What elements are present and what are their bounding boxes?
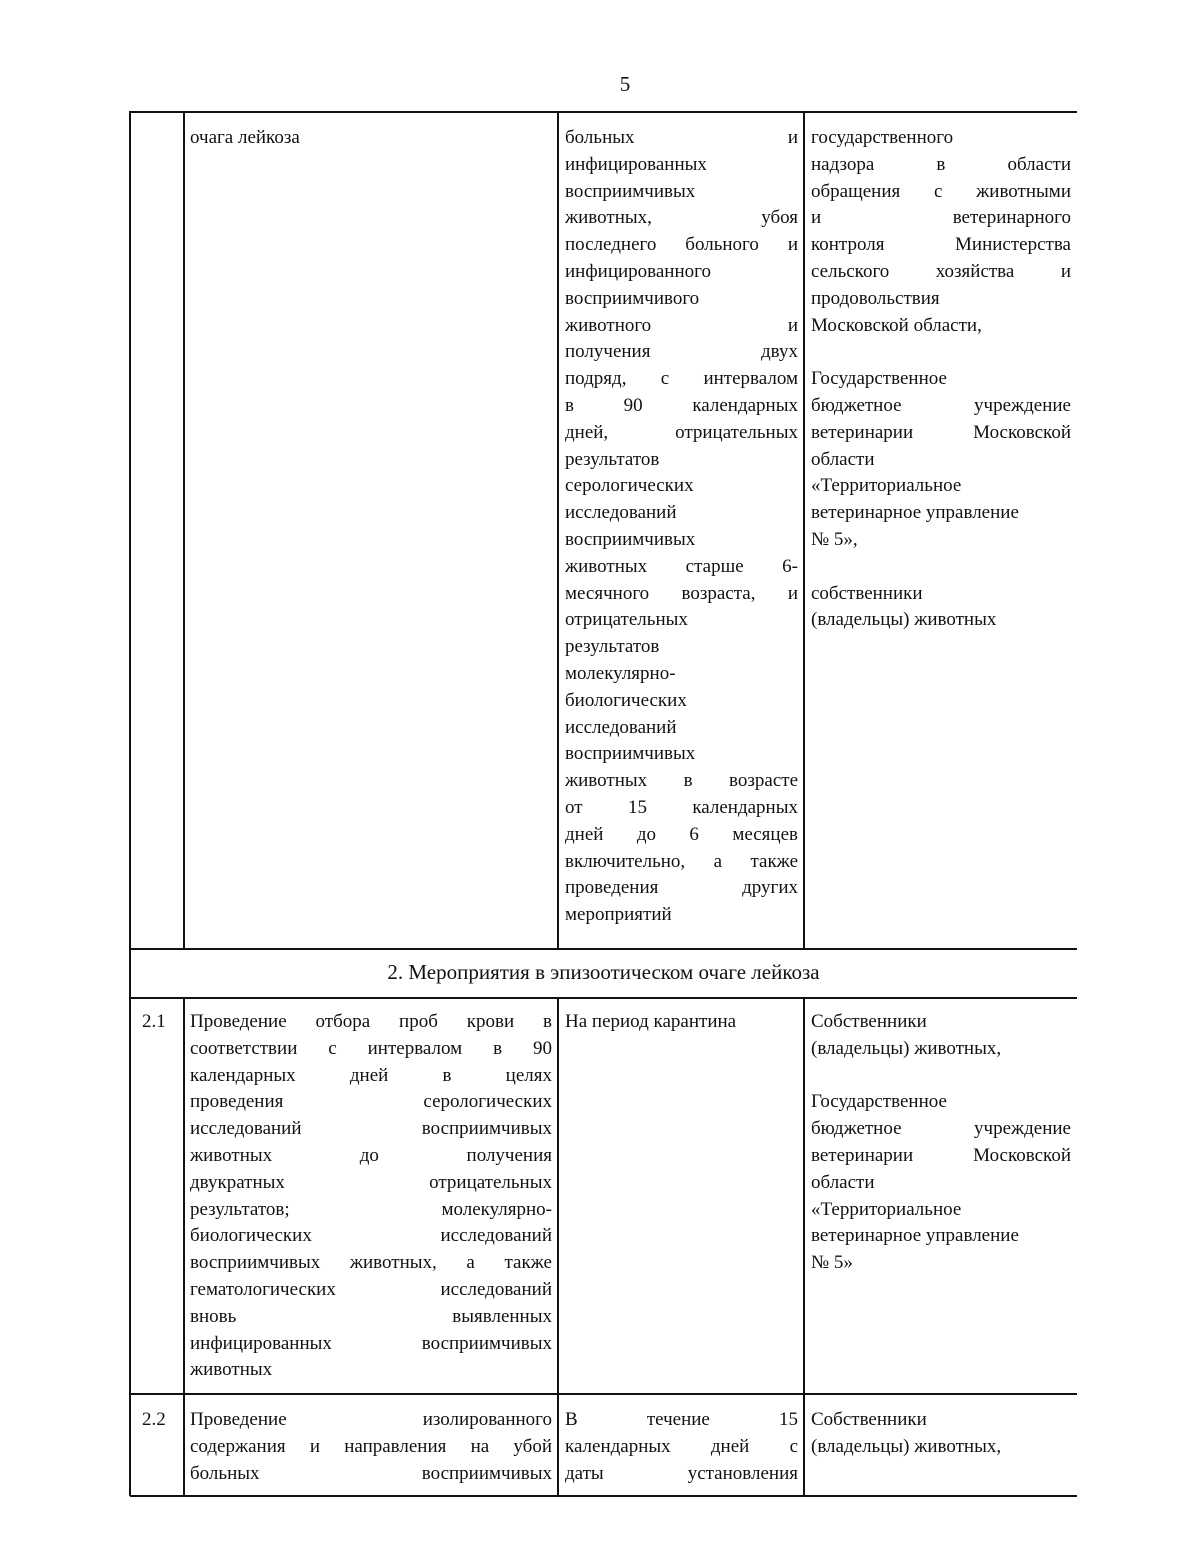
row-2-1-term <box>565 1009 798 1036</box>
text-line: календарных дней с <box>565 1435 798 1457</box>
text-line: Проведение изолированного <box>190 1409 552 1430</box>
text-line: календарных дней в целях <box>190 1064 552 1086</box>
text-line: очага лейкоза <box>190 127 300 148</box>
text-line: результатов; молекулярно- <box>190 1198 552 1220</box>
table-rule <box>130 111 1077 113</box>
text-line: обращения с животными <box>811 180 1071 202</box>
text-line: исследований восприимчивых <box>190 1118 552 1140</box>
text-line: больных восприимчивых <box>190 1462 552 1484</box>
row-2-2-number: 2.2 <box>142 1409 166 1430</box>
text-line: бюджетное учреждение <box>811 394 1071 416</box>
text-line: результатов <box>565 448 660 470</box>
text-line: Проведение отбора проб крови в <box>190 1011 552 1032</box>
text-line: сельского хозяйства и <box>811 260 1071 282</box>
text-line: области <box>811 1171 875 1193</box>
text-line: соответствии с интервалом в 90 <box>190 1037 552 1059</box>
text-line: проведения серологических <box>190 1091 552 1113</box>
text-line: инфицированного <box>565 260 711 282</box>
text-line: дней, отрицательных <box>565 421 798 443</box>
text-line: Собственники <box>811 1409 927 1430</box>
text-line: биологических исследований <box>190 1225 552 1247</box>
table-rule <box>130 1495 1077 1497</box>
text-line: животных старше 6- <box>565 555 798 577</box>
text-line: инфицированных восприимчивых <box>190 1332 552 1354</box>
section-title: 2. Мероприятия в эпизоотическом очаге лейкоза <box>387 960 820 984</box>
text-line: восприимчивых животных, а также <box>190 1252 552 1274</box>
text-line: молекулярно- <box>565 662 676 684</box>
text-line: «Территориальное <box>811 475 962 497</box>
row-2-1-number: 2.1 <box>142 1011 166 1032</box>
text-line: от 15 календарных <box>565 796 798 818</box>
text-line: двукратных отрицательных <box>190 1171 552 1193</box>
text-line: (владельцы) животных, <box>811 1037 1002 1059</box>
table-rule <box>129 111 131 1496</box>
text-line: включительно, а также <box>565 850 798 872</box>
text-line: гематологических исследований <box>190 1278 552 1300</box>
text-line: ветеринарное управление <box>811 502 1019 524</box>
text-line: бюджетное учреждение <box>811 1118 1071 1140</box>
text-line: животных, убоя <box>565 207 798 229</box>
text-line: государственного <box>811 127 954 148</box>
text-line: (владельцы) животных <box>811 609 997 631</box>
text-line: «Территориальное <box>811 1198 962 1220</box>
row-2-2-term <box>565 1407 798 1487</box>
text-line: собственники <box>811 582 923 604</box>
text-line: месячного возраста, и <box>565 582 798 604</box>
text-line: области <box>811 448 875 470</box>
text-line: Государственное <box>811 368 947 390</box>
text-line: даты установления <box>565 1462 798 1484</box>
text-line: № 5», <box>811 528 858 550</box>
text-line: ветеринарии Московской <box>811 1144 1071 1166</box>
text-line: Государственное <box>811 1091 947 1113</box>
table-rule <box>557 997 559 1496</box>
text-line: ветеринарии Московской <box>811 421 1071 443</box>
text-line: серологических <box>565 475 694 497</box>
row-cont-responsible <box>811 125 1071 634</box>
row-cont-term <box>565 125 798 929</box>
table-rule <box>130 948 1077 950</box>
text-line: последнего больного и <box>565 234 798 256</box>
table-rule <box>130 997 1077 999</box>
text-line: биологических <box>565 689 687 711</box>
table-rule <box>183 997 185 1496</box>
text-line: дней до 6 месяцев <box>565 823 798 845</box>
row-2-2-event <box>190 1407 552 1487</box>
text-line: больных и <box>565 127 798 148</box>
table-rule <box>803 111 805 949</box>
text-line: животных до получения <box>190 1144 552 1166</box>
text-line: содержания и направления на убой <box>190 1435 552 1457</box>
page-number: 5 <box>619 72 631 96</box>
text-line: и ветеринарного <box>811 207 1071 229</box>
text-line: (владельцы) животных, <box>811 1435 1002 1457</box>
text-line: мероприятий <box>565 904 672 926</box>
text-line: № 5» <box>811 1252 853 1274</box>
text-line: ветеринарное управление <box>811 1225 1019 1247</box>
text-line: вновь выявленных <box>190 1305 552 1327</box>
table-rule <box>557 111 559 949</box>
text-line: животных <box>190 1359 273 1381</box>
text-line: в 90 календарных <box>565 394 798 416</box>
text-line: отрицательных <box>565 609 688 631</box>
text-line: результатов <box>565 636 660 658</box>
text-line: Московской области, <box>811 314 982 336</box>
text-line: исследований <box>565 502 677 524</box>
row-2-2-responsible <box>811 1407 1071 1461</box>
row-2-1-event <box>190 1009 552 1384</box>
text-line: контроля Министерства <box>811 234 1071 256</box>
row-2-1-responsible <box>811 1009 1071 1277</box>
table-rule <box>183 111 185 949</box>
table-rule <box>130 1393 1077 1395</box>
text-line: восприимчивых <box>565 743 696 765</box>
text-line: инфицированных <box>565 153 707 175</box>
text-line: восприимчивых <box>565 180 696 202</box>
blank-line <box>811 1063 1071 1090</box>
text-line: На период карантина <box>565 1011 737 1032</box>
text-line: надзора в области <box>811 153 1071 175</box>
blank-line <box>811 554 1071 581</box>
table-rule <box>803 997 805 1496</box>
text-line: получения двух <box>565 341 798 363</box>
text-line: восприимчивого <box>565 287 700 309</box>
text-line: продовольствия <box>811 287 940 309</box>
text-line: животных в возрасте <box>565 770 798 792</box>
text-line: В течение 15 <box>565 1409 798 1430</box>
text-line: восприимчивых <box>565 528 696 550</box>
blank-line <box>811 339 1071 366</box>
text-line: Собственники <box>811 1011 927 1032</box>
text-line: подряд, с интервалом <box>565 368 798 390</box>
text-line: исследований <box>565 716 677 738</box>
text-line: животного и <box>565 314 798 336</box>
text-line: проведения других <box>565 877 798 899</box>
row-cont-event <box>190 125 552 152</box>
